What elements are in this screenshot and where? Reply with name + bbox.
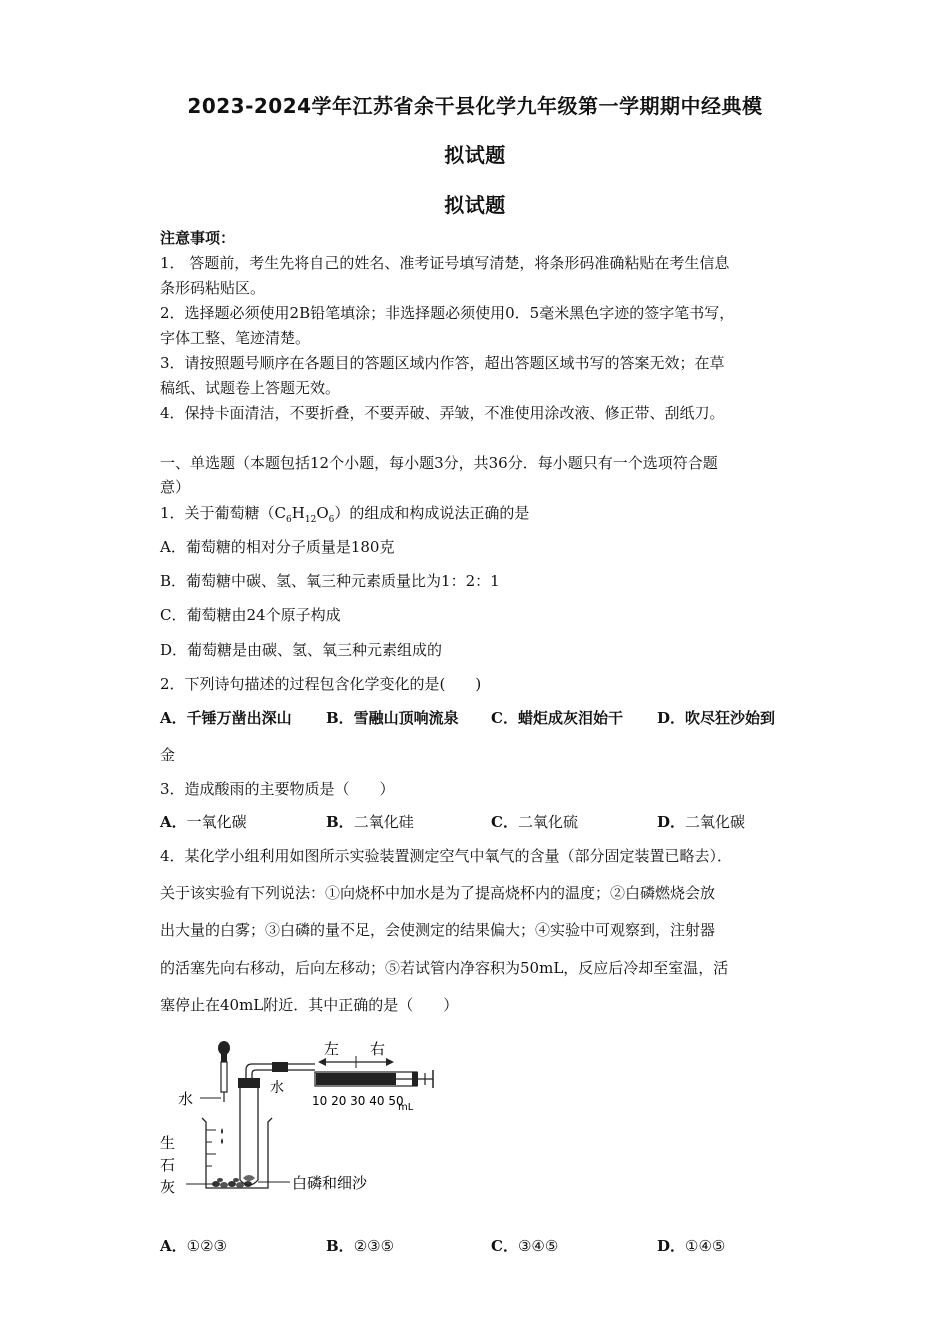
title-line-2: 拟试题 — [444, 143, 506, 167]
notice-item-2a: 2．选择题必须使用2B铅笔填涂；非选择题必须使用0．5毫米黑色字迹的签字笔书写， — [160, 304, 735, 322]
q3-option-d: D．二氧化碳 — [657, 813, 746, 831]
q2-option-d-cont: 金 — [160, 746, 176, 764]
q2-option-d: D．吹尽狂沙始到 — [657, 709, 776, 727]
dropper — [218, 1041, 230, 1102]
q3-option-c: C．二氧化硫 — [491, 813, 578, 831]
q1-stem-post: ）的组成和构成说法正确的是 — [334, 504, 530, 522]
notice-item-3a: 3．请按照题号顺序在各题目的答题区域内作答，超出答题区域书写的答案无效；在草 — [160, 354, 725, 372]
section-heading-a: 一、单选题（本题包括12个小题，每小题3分，共36分．每小题只有一个选项符合题 — [160, 454, 718, 472]
syringe-unit: mL — [398, 1102, 414, 1113]
q4-stem-4: 的活塞先向右移动，后向左移动；⑤若试管内净容积为50mL，反应后冷却至室温，活 — [160, 959, 729, 977]
q4-option-d: D．①④⑤ — [657, 1237, 726, 1255]
q4-apparatus-figure — [150, 1030, 450, 1205]
lime-label-2: 石 — [160, 1156, 176, 1174]
syringe-scale: 10 20 30 40 50 — [312, 1094, 404, 1108]
q4-stem-2: 关于该实验有下列说法：①向烧杯中加水是为了提高烧杯内的温度；②白磷燃烧会放 — [160, 884, 716, 902]
q2-stem: 2．下列诗句描述的过程包含化学变化的是( ) — [160, 675, 482, 693]
syringe — [315, 1070, 433, 1088]
q4-option-c: C．③④⑤ — [491, 1237, 559, 1255]
q1-option-c: C．葡萄糖由24个原子构成 — [160, 606, 341, 624]
notice-item-1b: 条形码粘贴区。 — [160, 279, 266, 297]
notice-item-3b: 稿纸、试题卷上答题无效。 — [160, 379, 341, 397]
q4-stem-1: 4．某化学小组利用如图所示实验装置测定空气中氧气的含量（部分固定装置已略去）． — [160, 847, 733, 865]
notice-heading: 注意事项： — [160, 229, 236, 247]
q1-stem — [160, 503, 800, 530]
q4-option-b: B．②③⑤ — [326, 1237, 395, 1255]
q4-stem-3: 出大量的白雾；③白磷的量不足，会使测定的结果偏大；④实验中可观察到，注射器 — [160, 921, 716, 939]
lime-label-3: 灰 — [160, 1178, 176, 1196]
q3-stem: 3．造成酸雨的主要物质是（ ） — [160, 780, 395, 798]
lime-label-1: 生 — [160, 1134, 176, 1152]
q1-option-b: B．葡萄糖中碳、氢、氧三种元素质量比为1：2：1 — [160, 572, 500, 590]
q4-option-a: A．①②③ — [160, 1237, 227, 1255]
water-label-left: 水 — [178, 1090, 194, 1108]
notice-item-1a: 1． 答题前，考生先将自己的姓名、准考证号填写清楚，将条形码准确粘贴在考生信息 — [160, 254, 730, 272]
q1-option-a: A．葡萄糖的相对分子质量是180克 — [160, 538, 395, 556]
beaker — [202, 1118, 272, 1188]
right-label: 右 — [370, 1040, 386, 1058]
title-line-1: 2023-2024学年江苏省余干县化学九年级第一学期期中经典模 — [187, 94, 763, 118]
q1-option-d: D．葡萄糖是由碳、氢、氧三种元素组成的 — [160, 641, 443, 659]
notice-item-2b: 字体工整、笔迹清楚。 — [160, 329, 311, 347]
q1-formula: $C_6H_{12}O_6$ — [274, 504, 335, 525]
test-tube — [238, 1078, 260, 1185]
q2-option-b: B．雪融山顶响流泉 — [326, 709, 459, 727]
q2-option-a: A．千锤万凿出深山 — [160, 709, 292, 727]
section-heading-b: 意） — [160, 478, 191, 496]
q4-stem-5: 塞停止在40mL附近．其中正确的是（ ） — [160, 996, 459, 1014]
water-label-tube: 水 — [270, 1080, 284, 1096]
title-line-3: 拟试题 — [444, 193, 506, 217]
notice-item-4: 4．保持卡面清洁，不要折叠，不要弄破、弄皱，不准使用涂改液、修正带、刮纸刀。 — [160, 404, 725, 422]
q1-stem-pre: 1．关于葡萄糖（ — [160, 504, 275, 522]
q2-option-c: C．蜡炬成灰泪始干 — [491, 709, 623, 727]
q3-option-b: B．二氧化硅 — [326, 813, 414, 831]
q3-option-a: A．一氧化碳 — [160, 813, 247, 831]
left-label: 左 — [324, 1040, 340, 1058]
phosphorus-label: 白磷和细沙 — [292, 1174, 368, 1192]
